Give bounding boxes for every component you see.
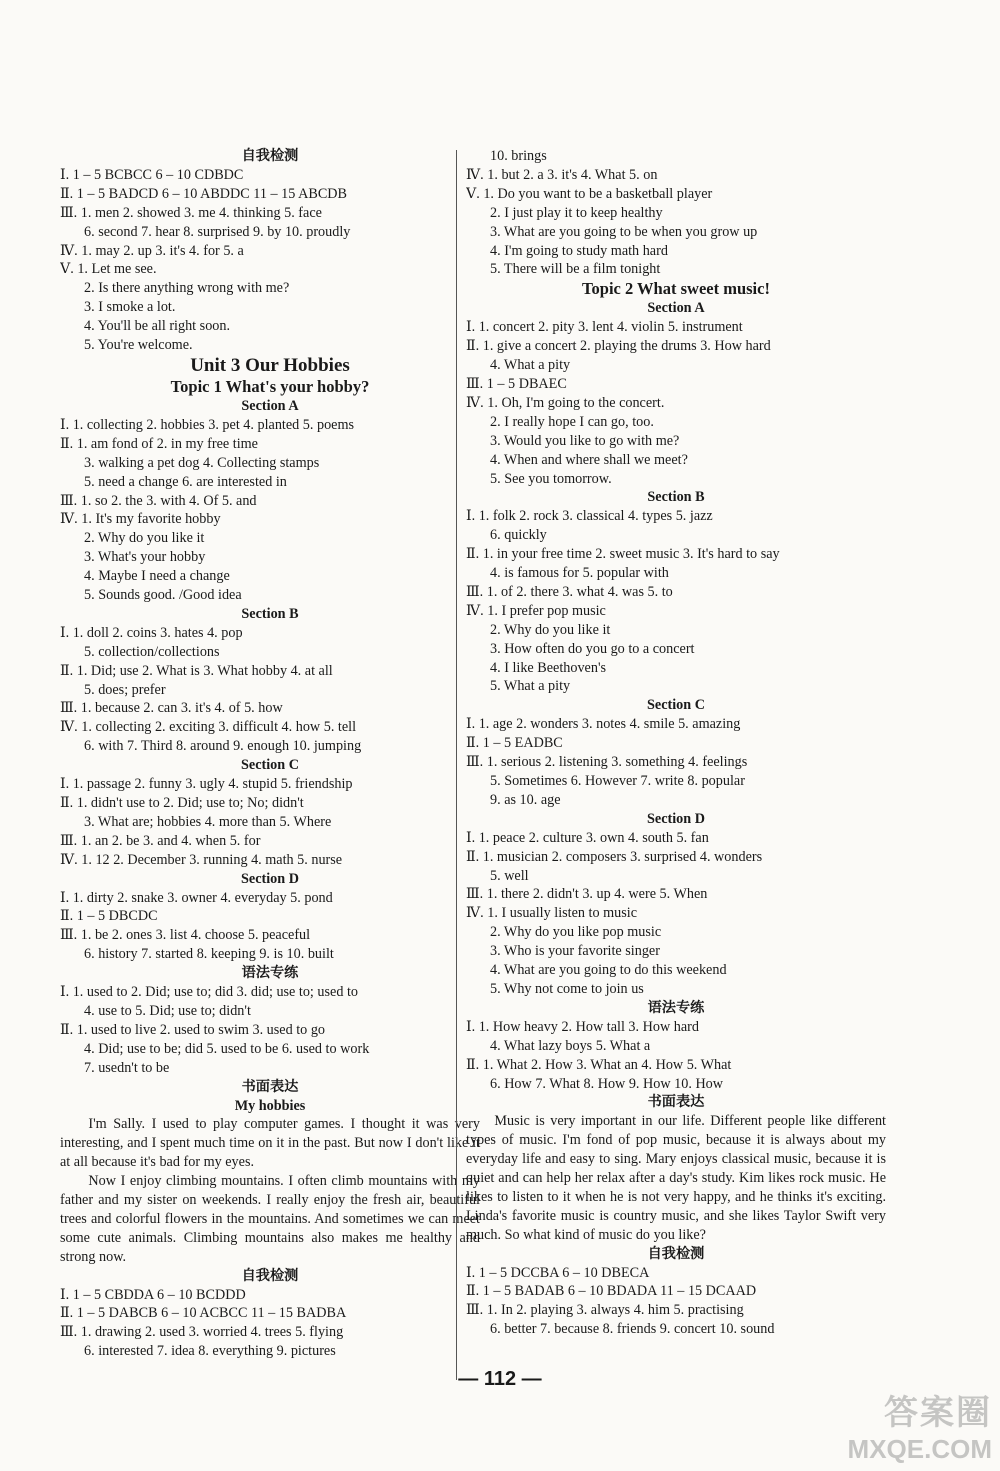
left-line: Ⅲ. 1. so 2. the 3. with 4. Of 5. and <box>60 492 257 509</box>
left-line: 书面表达 <box>241 1078 299 1095</box>
left-line: 6. second 7. hear 8. surprised 9. by 10. proudly <box>84 223 351 240</box>
right-line: 2. Why do you like it <box>490 621 611 638</box>
left-line: 自我检测 <box>241 148 299 164</box>
left-line: Topic 1 What's your hobby? <box>170 376 370 396</box>
right-line: Topic 2 What sweet music! <box>582 279 770 299</box>
left-line: 6. interested 7. idea 8. everything 9. pictures <box>84 1343 336 1360</box>
right-line: 4. What are you going to do this weekend <box>490 962 727 979</box>
right-line: 语法专练 <box>647 999 705 1016</box>
left-line: Ⅱ. 1. didn't use to 2. Did; use to; No; didn't <box>60 795 304 811</box>
left-line: 2. Why do you like it <box>84 530 205 547</box>
right-line: 5. well <box>490 867 529 884</box>
right-line: 4. What a pity <box>490 357 571 374</box>
left-line: 6. with 7. Third 8. around 9. enough 10. jumping <box>84 738 362 755</box>
left-line: 5. need a change 6. are interested in <box>84 473 287 490</box>
right-column <box>466 147 886 1339</box>
left-line: 4. use to 5. Did; use to; didn't <box>84 1002 251 1019</box>
right-line: 10. brings <box>490 148 547 164</box>
left-line: Ⅰ. 1. doll 2. coins 3. hates 4. pop <box>60 624 243 641</box>
right-line: Ⅳ. 1. but 2. a 3. it's 4. What 5. on <box>466 166 658 183</box>
left-line: Ⅴ. 1. Let me see. <box>60 261 157 278</box>
right-line: Ⅳ. 1. I usually listen to music <box>466 905 638 922</box>
left-line: Ⅰ. 1. passage 2. funny 3. ugly 4. stupid 5. friendship <box>60 776 353 793</box>
right-line: Music is very important in our life. Different people like different types of music. I'm fond of pop music, because it is always about my everyday life and easy to sing. Mary enjoys classical music, because it is quiet and can help her relax after a day's study. Kim likes rock music. He likes to listen to it when he is not very happy, and he thinks it's exciting. Linda's favorite music is country music, and she likes Taylor Swift very much. So what kind of music do you like? <box>466 1113 886 1243</box>
left-line: My hobbies <box>234 1097 306 1114</box>
left-line: 6. history 7. started 8. keeping 9. is 10. built <box>84 946 334 963</box>
right-line: Ⅰ. 1. How heavy 2. How tall 3. How hard <box>466 1018 699 1035</box>
right-line: 自我检测 <box>647 1245 705 1262</box>
right-line: Ⅱ. 1. give a concert 2. playing the drums 3. How hard <box>466 338 771 355</box>
right-line: 6. quickly <box>490 527 547 544</box>
column-divider <box>456 150 457 1380</box>
left-line: Ⅰ. 1. used to 2. Did; use to; did 3. did; use to; used to <box>60 984 359 1001</box>
left-line: Ⅱ. 1. Did; use 2. What is 3. What hobby 4. at all <box>60 662 333 679</box>
right-line: 4. What lazy boys 5. What a <box>490 1037 651 1054</box>
right-line: Ⅰ. 1. concert 2. pity 3. lent 4. violin 5. instrument <box>466 319 743 336</box>
right-line: 4. I'm going to study math hard <box>490 242 668 259</box>
left-line: Unit 3 Our Hobbies <box>190 354 350 376</box>
left-line: Ⅱ. 1. used to live 2. used to swim 3. used to go <box>60 1021 326 1038</box>
right-line: Section B <box>647 489 705 506</box>
right-line: 3. What are you going to be when you grow up <box>490 223 758 240</box>
right-line: 2. Why do you like pop music <box>490 924 662 941</box>
right-line: Ⅲ. 1. serious 2. listening 3. something 4. feelings <box>466 754 748 771</box>
right-line: 4. is famous for 5. popular with <box>490 565 669 582</box>
right-line: 9. as 10. age <box>490 791 561 808</box>
right-line: Section C <box>647 697 705 714</box>
right-line: Ⅱ. 1 – 5 EADBC <box>466 735 563 752</box>
left-line: 3. What are; hobbies 4. more than 5. Where <box>84 813 332 830</box>
right-line: 4. I like Beethoven's <box>490 659 607 676</box>
right-line: Ⅱ. 1. musician 2. composers 3. surprised 4. wonders <box>466 848 763 865</box>
watermark-en: MXQE.COM <box>847 1434 992 1464</box>
right-line: 6. better 7. because 8. friends 9. concert 10. sound <box>490 1321 775 1338</box>
right-line: Ⅰ. 1. peace 2. culture 3. own 4. south 5. fan <box>466 829 709 846</box>
right-line: 书面表达 <box>647 1094 705 1111</box>
left-line: Ⅰ. 1. dirty 2. snake 3. owner 4. everyday 5. pond <box>60 889 333 906</box>
left-line: Section A <box>241 397 299 414</box>
right-line: Ⅲ. 1. there 2. didn't 3. up 4. were 5. When <box>466 886 708 903</box>
left-line: Ⅰ. 1 – 5 BCBCC 6 – 10 CDBDC <box>60 166 244 183</box>
watermark-cn: 答案圈 <box>884 1394 992 1432</box>
right-line: Ⅲ. 1. of 2. there 3. what 4. was 5. to <box>466 583 673 600</box>
right-line: Ⅴ. 1. Do you want to be a basketball player <box>466 185 713 202</box>
left-line: Ⅰ. 1 – 5 CBDDA 6 – 10 BCDDD <box>60 1286 246 1303</box>
left-line: Ⅱ. 1 – 5 DBCDC <box>60 908 158 925</box>
right-line: Ⅰ. 1. folk 2. rock 3. classical 4. types 5. jazz <box>466 508 713 525</box>
left-line: 语法专练 <box>241 965 299 982</box>
right-line: Section A <box>647 300 705 317</box>
right-line: 5. Why not come to join us <box>490 980 644 997</box>
left-line: Ⅲ. 1. men 2. showed 3. me 4. thinking 5. face <box>60 204 322 221</box>
left-line: Ⅱ. 1 – 5 BADCD 6 – 10 ABDDC 11 – 15 ABCDB <box>60 185 347 202</box>
left-line: 自我检测 <box>241 1267 299 1284</box>
left-line: 5. Sounds good. /Good idea <box>84 587 242 604</box>
left-line: 7. usedn't to be <box>84 1059 170 1076</box>
right-line: Ⅱ. 1. in your free time 2. sweet music 3. It's hard to say <box>466 546 780 563</box>
left-line: Ⅳ. 1. may 2. up 3. it's 4. for 5. a <box>60 242 244 259</box>
left-line: 4. Did; use to be; did 5. used to be 6. used to work <box>84 1040 370 1057</box>
right-line: Ⅳ. 1. Oh, I'm going to the concert. <box>466 394 665 411</box>
left-line: Ⅲ. 1. because 2. can 3. it's 4. of 5. how <box>60 700 283 717</box>
left-line: Now I enjoy climbing mountains. I often climb mountains with my father and my sister on weekends. I really enjoy the fresh air, beautiful trees and colorful flowers in the mountains. And sometimes we can meet some cute animals. Climbing mountains also makes me healthy and strong now. <box>60 1173 480 1265</box>
left-line: Ⅱ. 1 – 5 DABCB 6 – 10 ACBCC 11 – 15 BADBA <box>60 1305 347 1322</box>
left-line: Ⅲ. 1. an 2. be 3. and 4. when 5. for <box>60 832 261 849</box>
left-line: 4. Maybe I need a change <box>84 568 230 585</box>
left-line: Ⅳ. 1. collecting 2. exciting 3. difficult 4. how 5. tell <box>60 719 357 736</box>
right-line: 5. What a pity <box>490 678 571 695</box>
right-line: 3. How often do you go to a concert <box>490 640 695 657</box>
right-line: 6. How 7. What 8. How 9. How 10. How <box>490 1075 724 1092</box>
watermark-logo <box>842 1385 992 1465</box>
left-line: 2. Is there anything wrong with me? <box>84 280 290 297</box>
right-line: 2. I really hope I can go, too. <box>490 413 654 430</box>
right-line: Section D <box>647 810 705 827</box>
left-line: Section B <box>241 605 299 622</box>
left-line: 3. What's your hobby <box>84 549 206 566</box>
left-line: Section C <box>241 757 299 774</box>
left-line: Section D <box>241 870 299 887</box>
left-line: I'm Sally. I used to play computer games. I thought it was very interesting, and I spent much time on it in the past. But now I don't like it at all because it's bad for my eyes. <box>60 1116 480 1171</box>
right-line: Ⅲ. 1 – 5 DBAEC <box>466 375 567 392</box>
left-column <box>60 147 480 1361</box>
right-line: Ⅰ. 1 – 5 DCCBA 6 – 10 DBECA <box>466 1264 650 1281</box>
left-line: 5. collection/collections <box>84 643 220 660</box>
left-line: Ⅰ. 1. collecting 2. hobbies 3. pet 4. planted 5. poems <box>60 416 355 433</box>
right-line: Ⅱ. 1. What 2. How 3. What an 4. How 5. What <box>466 1056 732 1073</box>
right-line: Ⅲ. 1. In 2. playing 3. always 4. him 5. practising <box>466 1302 744 1319</box>
left-line: 4. You'll be all right soon. <box>84 318 231 335</box>
left-line: 5. You're welcome. <box>84 337 193 354</box>
left-line: 3. walking a pet dog 4. Collecting stamps <box>84 454 320 471</box>
left-line: Ⅳ. 1. 12 2. December 3. running 4. math 5. nurse <box>60 851 343 868</box>
right-line: 5. There will be a film tonight <box>490 261 661 278</box>
left-line: Ⅳ. 1. It's my favorite hobby <box>60 511 221 528</box>
left-line: Ⅱ. 1. am fond of 2. in my free time <box>60 435 258 452</box>
right-line: Ⅰ. 1. age 2. wonders 3. notes 4. smile 5. amazing <box>466 716 741 733</box>
page-number: — 112 — <box>458 1368 542 1390</box>
left-line: 3. I smoke a lot. <box>84 299 176 316</box>
left-line: Ⅲ. 1. drawing 2. used 3. worried 4. trees 5. flying <box>60 1324 344 1341</box>
right-line: 3. Who is your favorite singer <box>490 943 660 960</box>
right-line: Ⅱ. 1 – 5 BADAB 6 – 10 BDADA 11 – 15 DCAAD <box>466 1283 757 1300</box>
right-line: 4. When and where shall we meet? <box>490 451 688 468</box>
right-line: 2. I just play it to keep healthy <box>490 204 663 221</box>
right-line: 5. Sometimes 6. However 7. write 8. popular <box>490 773 745 789</box>
left-line: Ⅲ. 1. be 2. ones 3. list 4. choose 5. peaceful <box>60 927 311 944</box>
right-line: 3. Would you like to go with me? <box>490 432 680 449</box>
right-line: 5. See you tomorrow. <box>490 470 612 487</box>
right-line: Ⅳ. 1. I prefer pop music <box>466 602 606 619</box>
left-line: 5. does; prefer <box>84 681 166 698</box>
